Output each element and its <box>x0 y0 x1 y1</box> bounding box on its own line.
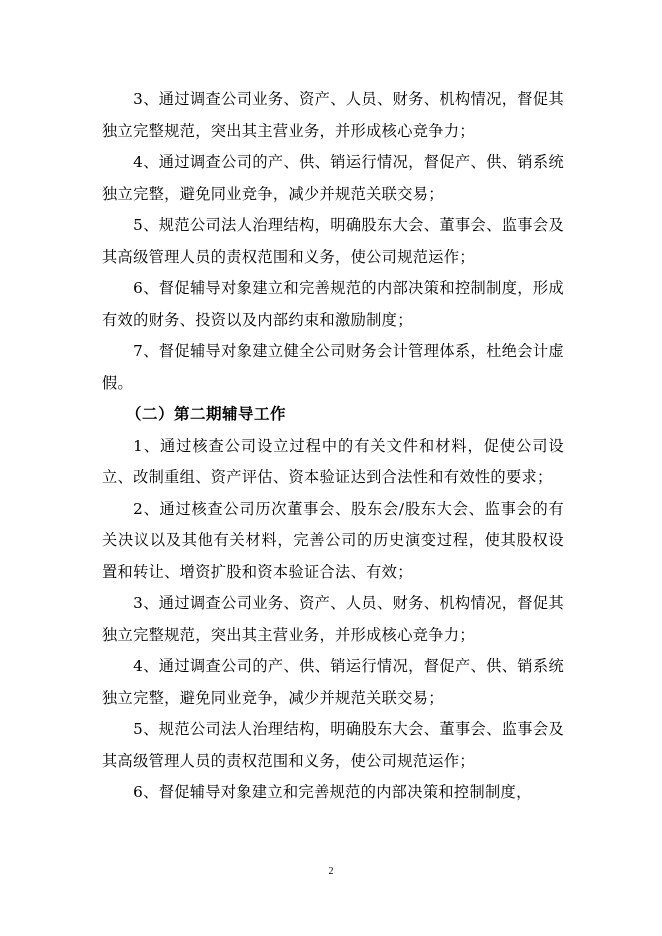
paragraph-item-4: 4、通过调查公司的产、供、销运行情况，督促产、供、销系统独立完整，避免同业竞争，减少并规范关联交易； <box>102 153 564 203</box>
paragraph-item-6: 6、督促辅导对象建立和完善规范的内部决策和控制制度，形成有效的财务、投资以及内部约束和激励制度； <box>102 279 564 329</box>
section-heading: （二）第二期辅导工作 <box>126 405 287 423</box>
page-number: 2 <box>328 866 334 877</box>
document-body <box>102 84 564 809</box>
paragraph-item-2: 2、通过核查公司历次董事会、股东会/股东大会、监事会的有关决议以及其他有关材料，完善公司的历史演变过程，使其股权设置和转让、增资扩股和资本验证合法、有效； <box>102 499 564 581</box>
paragraph-item-4: 4、通过调查公司的产、供、销运行情况，督促产、供、销系统独立完整，避免同业竞争，减少并规范关联交易； <box>102 657 564 707</box>
paragraph-item-1: 1、通过核查公司设立过程中的有关文件和材料，促使公司设立、改制重组、资产评估、资本验证达到合法性和有效性的要求； <box>102 436 564 486</box>
paragraph-item-3: 3、通过调查公司业务、资产、人员、财务、机构情况，督促其独立完整规范，突出其主营业务，并形成核心竞争力； <box>102 90 564 140</box>
paragraph-item-5: 5、规范公司法人治理结构，明确股东大会、董事会、监事会及其高级管理人员的责权范围和义务，使公司规范运作； <box>102 216 564 266</box>
paragraph-item-7: 7、督促辅导对象建立健全公司财务会计管理体系，杜绝会计虚假。 <box>102 342 564 392</box>
paragraph-item-3: 3、通过调查公司业务、资产、人员、财务、机构情况，督促其独立完整规范，突出其主营业务，并形成核心竞争力； <box>102 594 564 644</box>
paragraph-item-6: 6、督促辅导对象建立和完善规范的内部决策和控制制度， <box>133 783 532 801</box>
paragraph-item-5: 5、规范公司法人治理结构，明确股东大会、董事会、监事会及其高级管理人员的责权范围和义务，使公司规范运作； <box>102 720 564 770</box>
